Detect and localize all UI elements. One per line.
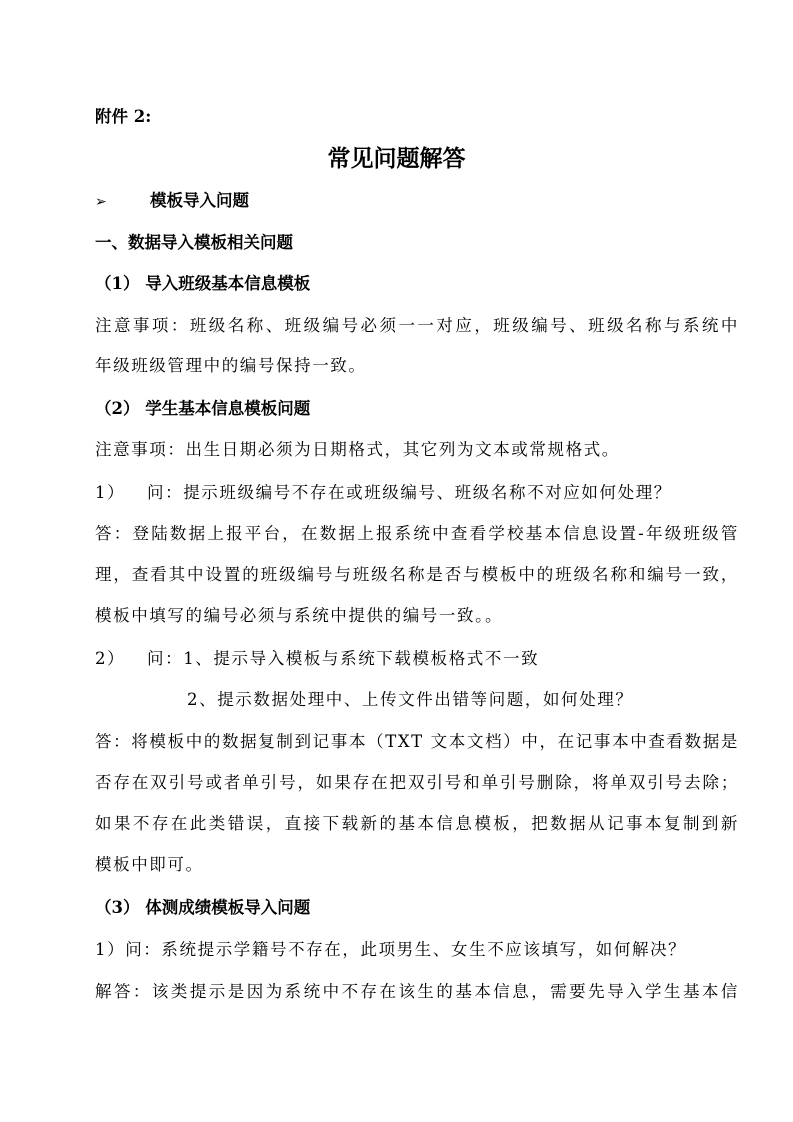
q2-item1-answer-line-3: 模板中填写的编号必须与系统中提供的编号一致。。 <box>95 606 504 625</box>
q3-item1-question: 1）问：系统提示学籍号不存在，此项男生、女生不应该填写，如何解决？ <box>95 940 687 959</box>
q1-note-line-2: 年级班级管理中的编号保持一致。 <box>95 356 367 375</box>
q2-item1-answer-line-1: 答：登陆数据上报平台，在数据上报系统中查看学校基本信息设置-年级班级管 <box>95 524 739 543</box>
arrow-bullet-icon: ➢ <box>95 194 107 210</box>
q2-item2-answer-line-2: 否存在双引号或者单引号，如果存在把双引号和单引号删除，将单双引号去除； <box>95 773 739 792</box>
q2-item2-answer-line-1: 答：将模板中的数据复制到记事本（TXT 文本文档）中，在记事本中查看数据是 <box>95 732 739 751</box>
q2-heading: （2） 学生基本信息模板问题 <box>95 399 311 418</box>
q2-item2-question-text-2: 2、提示数据处理中、上传文件出错等问题，如何处理？ <box>187 690 634 709</box>
part1-heading: 一、数据导入模板相关问题 <box>95 233 293 252</box>
q2-item2-answer-line-3: 如果不存在此类错误，直接下载新的基本信息模板，把数据从记事本复制到新 <box>95 814 739 833</box>
attachment-label: 附件 2: <box>95 107 152 126</box>
section-heading <box>95 190 249 213</box>
q2-item2-question-text-1: 问：1、提示导入模板与系统下载模板格式不一致 <box>147 649 540 668</box>
q3-item1-answer-line-1: 解答：该类提示是因为系统中不存在该生的基本信息，需要先导入学生基本信 <box>95 982 739 1001</box>
q3-heading: （3） 体测成绩模板导入问题 <box>95 898 311 917</box>
q2-item2-number: 2） <box>95 649 126 668</box>
q2-item2-answer-line-4: 模板中即可。 <box>95 855 204 874</box>
q1-heading: （1） 导入班级基本信息模板 <box>95 274 311 293</box>
q2-item1-question-text: 问：提示班级编号不存在或班级编号、班级名称不对应如何处理？ <box>147 483 672 502</box>
q2-item1-question <box>95 482 672 504</box>
q2-item1-answer-line-2: 理，查看其中设置的班级编号与班级名称是否与模板中的班级名称和编号一致， <box>95 565 739 584</box>
q2-note: 注意事项：出生日期必须为日期格式，其它列为文本或常规格式。 <box>95 440 620 459</box>
page-title: 常见问题解答 <box>327 145 466 172</box>
q2-item1-number: 1） <box>95 483 126 502</box>
q2-item2-question <box>95 648 539 670</box>
q1-note-line-1: 注意事项：班级名称、班级编号必须一一对应，班级编号、班级名称与系统中 <box>95 316 739 335</box>
section-heading-text: 模板导入问题 <box>150 191 249 210</box>
